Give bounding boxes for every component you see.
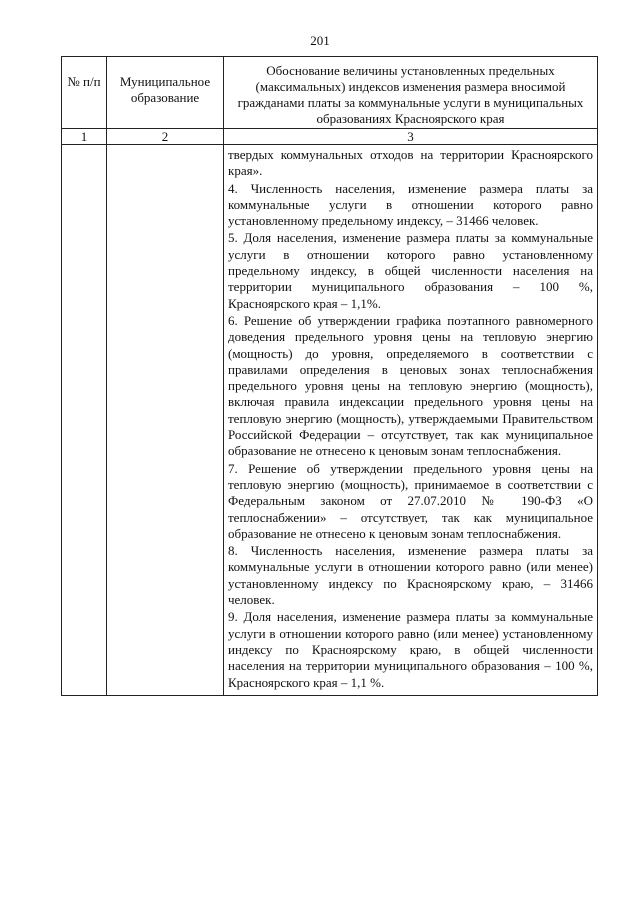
paragraph-5: 5. Доля населения, изменение размера платы за коммунальные услуги в отношении которого равно установленному предельному индексу, в общей численности населения на территории муниципального образования – 100 %, Красноярского края – 1,1%. <box>228 230 593 311</box>
paragraph-4: 4. Численность населения, изменение размера платы за коммунальные услуги в отношении которого равно установленному предельному индексу, – 31466 человек. <box>228 180 593 229</box>
justification-table <box>61 56 598 696</box>
column-number-3: 3 <box>224 129 598 145</box>
page-number: 201 <box>310 33 330 48</box>
row-number-cell <box>62 145 107 696</box>
paragraph-continuation: твердых коммунальных отходов на территории Красноярского края». <box>228 147 593 179</box>
paragraph-8: 8. Численность населения, изменение размера платы за коммунальные услуги в отношении которого равно (или менее) установленному индексу по Красноярскому краю, – 31466 человек. <box>228 543 593 608</box>
table-row <box>62 145 598 696</box>
header-col-municipality: Муниципальное образование <box>107 57 224 129</box>
paragraph-6: 6. Решение об утверждении графика поэтапного равномерного доведения предельного уровня цены на тепловую энергию (мощность) до уровня, определяемого в соответствии с правилами определения в ценовых зонах теплоснабжения предельного уровня цены на тепловую энергию (мощность), включая правила индексации предельного уровня цены на тепловую энергию (мощность), утверждаемыми Правительством Российской Федерации – отсутствует, так как муниципальное образование не отнесено к ценовым зонам теплоснабжения. <box>228 312 593 459</box>
column-number-2: 2 <box>107 129 224 145</box>
column-number-row <box>62 129 598 145</box>
row-municipality-cell <box>107 145 224 696</box>
column-number-1: 1 <box>62 129 107 145</box>
paragraph-7: 7. Решение об утверждении предельного уровня цены на тепловую энергию (мощность), принимаемое в соответствии с Федеральным законом от 27.07.2010 № 190-ФЗ «О теплоснабжении» – отсутствует, так как муниципальное образование не отнесено к ценовым зонам теплоснабжения. <box>228 460 593 541</box>
paragraph-9: 9. Доля населения, изменение размера платы за коммунальные услуги в отношении которого равно (или менее) установленному индексу по Красноярскому краю, в общей численности населения на территории муниципального образования – 100 %, Красноярского края – 1,1 %. <box>228 609 593 690</box>
table-header-row <box>62 57 598 129</box>
header-col-number: № п/п <box>62 57 107 129</box>
header-col-justification: Обоснование величины установленных предельных (максимальных) индексов изменения размера вносимой гражданами платы за коммунальные услуги в муниципальных образованиях Красноярского края <box>224 57 598 129</box>
row-justification-cell <box>224 145 598 696</box>
